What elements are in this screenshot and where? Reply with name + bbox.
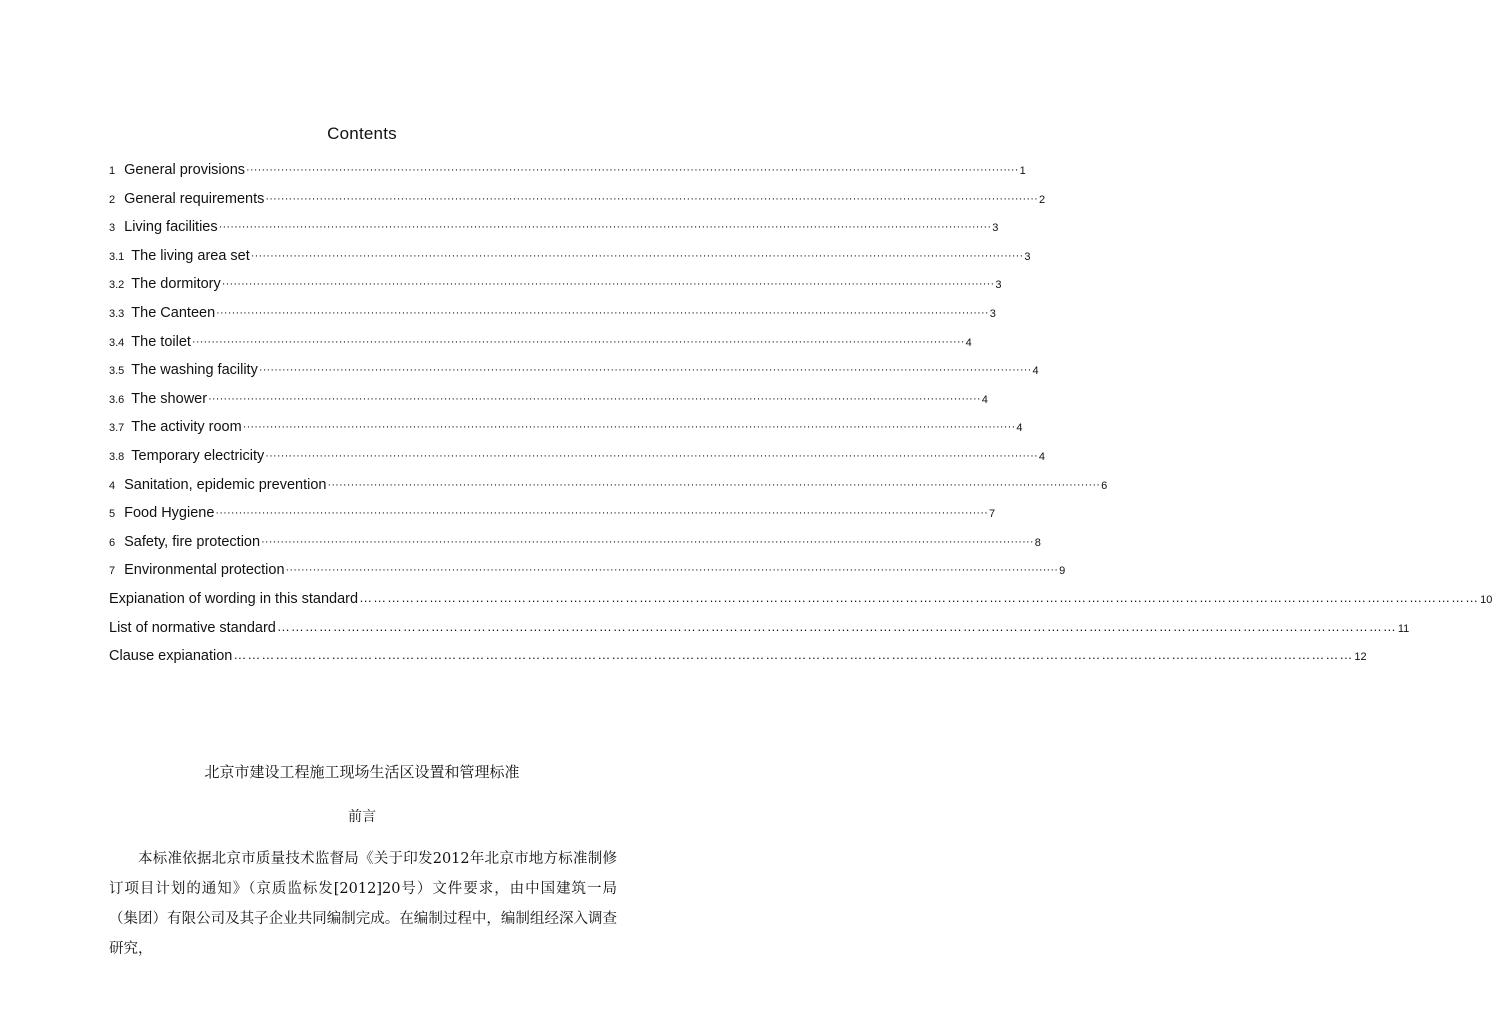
- toc-entry-label: General requirements: [124, 190, 265, 207]
- preface-paragraph: 本标准依据北京市质量技术监督局《关于印发2012年北京市地方标准制修订项目计划的通知》（京质监标发[2012]20号）文件要求，由中国建筑一局（集团）有限公司及其子企业共同编制完成。在编制过程中，编制组经深入调查研究，: [109, 851, 617, 957]
- toc-entry-number: 4: [109, 479, 116, 492]
- toc-entry-label: Environmental protection: [124, 562, 285, 579]
- toc-entry-page: 6: [1101, 479, 1108, 492]
- toc-entry-label: Food Hygiene: [124, 505, 215, 522]
- toc-dot-leader: ········································································································································································································: [242, 421, 1016, 434]
- toc-entry[interactable]: [109, 187, 1046, 207]
- toc-entry-label: Clause expianation: [109, 648, 233, 665]
- toc-entry[interactable]: [109, 587, 1492, 607]
- toc-entry-page: 3: [1024, 250, 1031, 263]
- toc-dot-leader: ········································································································································································································: [191, 335, 965, 348]
- toc-entry-page: 1: [1019, 165, 1026, 177]
- toc-entry-label: The toilet: [131, 333, 191, 350]
- toc-entry-label: Safety, fire protection: [124, 533, 261, 550]
- toc-entry-number: 3.1: [109, 250, 125, 263]
- toc-entry-label: Expianation of wording in this standard: [109, 591, 359, 607]
- toc-dot-leader: ········································································································································································································: [261, 535, 1034, 548]
- toc-dot-leader: ……………………………………………………………………………………………………………………………………………………………………………………………………………………: [233, 647, 1354, 663]
- toc-dot-leader: ········································································································································································································: [258, 364, 1032, 377]
- toc-entry-page: 10: [1480, 594, 1492, 606]
- toc-dot-leader: ········································································································································································································: [218, 221, 992, 234]
- toc-dot-leader: ········································································································································································································: [246, 164, 1019, 176]
- toc-entry[interactable]: [109, 444, 1045, 464]
- toc-entry-number: 3.6: [109, 393, 125, 406]
- toc-entry-page: 11: [1397, 622, 1410, 635]
- toc-entry[interactable]: [109, 330, 972, 350]
- toc-entry-page: 3: [989, 308, 996, 320]
- toc-dot-leader: ……………………………………………………………………………………………………………………………………………………………………………………………………………………: [359, 590, 1480, 605]
- toc-entry-number: 2: [109, 193, 116, 206]
- toc-dot-leader: ········································································································································································································: [208, 392, 981, 405]
- toc-entry-label: The dormitory: [131, 276, 221, 293]
- toc-entry-number: 3.3: [109, 308, 125, 320]
- toc-entry[interactable]: [109, 215, 999, 236]
- contents-title: Contents: [327, 124, 397, 143]
- toc-entry[interactable]: [109, 158, 1026, 178]
- toc-entry-number: 3.5: [109, 365, 125, 378]
- toc-entry-number: 5: [109, 508, 116, 521]
- toc-entry-label: The living area set: [131, 247, 250, 264]
- toc-entry-page: 2: [1039, 193, 1046, 206]
- toc-dot-leader: ········································································································································································································: [216, 307, 989, 319]
- toc-entry-number: 1: [109, 165, 116, 177]
- toc-entry[interactable]: [109, 501, 996, 522]
- toc-entry-number: 6: [109, 536, 116, 549]
- toc-entry-page: 3: [995, 279, 1002, 292]
- toc-entry-page: 4: [1032, 365, 1039, 378]
- toc-entry-page: 9: [1059, 565, 1066, 578]
- toc-entry-label: The shower: [131, 390, 208, 407]
- toc-entry[interactable]: [109, 272, 1002, 293]
- toc-dot-leader: ········································································································································································································: [265, 450, 1038, 462]
- toc-dot-leader: ········································································································································································································: [285, 564, 1059, 577]
- toc-entry-label: Living facilities: [124, 219, 218, 236]
- toc-entry-label: Sanitation, epidemic prevention: [124, 476, 327, 493]
- toc-dot-leader: ········································································································································································································: [327, 478, 1101, 491]
- toc-entry-label: General provisions: [124, 162, 246, 178]
- toc-entry[interactable]: [109, 387, 988, 407]
- toc-dot-leader: ········································································································································································································: [265, 192, 1038, 205]
- toc-dot-leader: ········································································································································································································: [250, 249, 1024, 262]
- preface-heading: 前言: [348, 809, 376, 825]
- toc-entry-number: 3.8: [109, 451, 125, 463]
- toc-entry-number: 3.7: [109, 422, 125, 435]
- toc-entry[interactable]: [109, 530, 1041, 550]
- toc-entry-page: 4: [981, 393, 988, 406]
- toc-entry[interactable]: [109, 358, 1039, 379]
- toc-entry[interactable]: [109, 616, 1410, 636]
- toc-entry-label: The Canteen: [131, 305, 216, 321]
- toc-entry-page: 3: [992, 222, 999, 235]
- toc-entry-number: 3.2: [109, 279, 125, 292]
- toc-entry-label: The activity room: [131, 419, 242, 436]
- toc-entry[interactable]: [109, 415, 1023, 436]
- toc-entry-number: 3: [109, 222, 116, 235]
- toc-entry-label: Temporary electricity: [131, 448, 265, 464]
- toc-entry-number: 3.4: [109, 336, 125, 349]
- toc-entry[interactable]: [109, 301, 996, 321]
- toc-entry-number: 7: [109, 565, 116, 578]
- standard-title: 北京市建设工程施工现场生活区设置和管理标准: [204, 763, 520, 781]
- toc-entry[interactable]: [109, 558, 1066, 579]
- toc-entry-page: 4: [1038, 451, 1045, 463]
- toc-entry-page: 4: [1016, 422, 1023, 435]
- toc-entry[interactable]: [109, 473, 1108, 493]
- toc-entry[interactable]: [109, 644, 1367, 665]
- toc-entry-page: 8: [1034, 536, 1041, 549]
- toc-entry-label: The washing facility: [131, 362, 258, 379]
- toc-entry-page: 7: [989, 508, 996, 521]
- toc-dot-leader: ········································································································································································································: [221, 278, 995, 291]
- toc-entry-page: 4: [965, 336, 972, 349]
- toc-entry[interactable]: [109, 244, 1031, 264]
- toc-entry-label: List of normative standard: [109, 619, 276, 636]
- toc-entry-page: 12: [1354, 651, 1367, 664]
- toc-dot-leader: ……………………………………………………………………………………………………………………………………………………………………………………………………………………: [276, 618, 1397, 634]
- toc-dot-leader: ········································································································································································································: [215, 507, 989, 520]
